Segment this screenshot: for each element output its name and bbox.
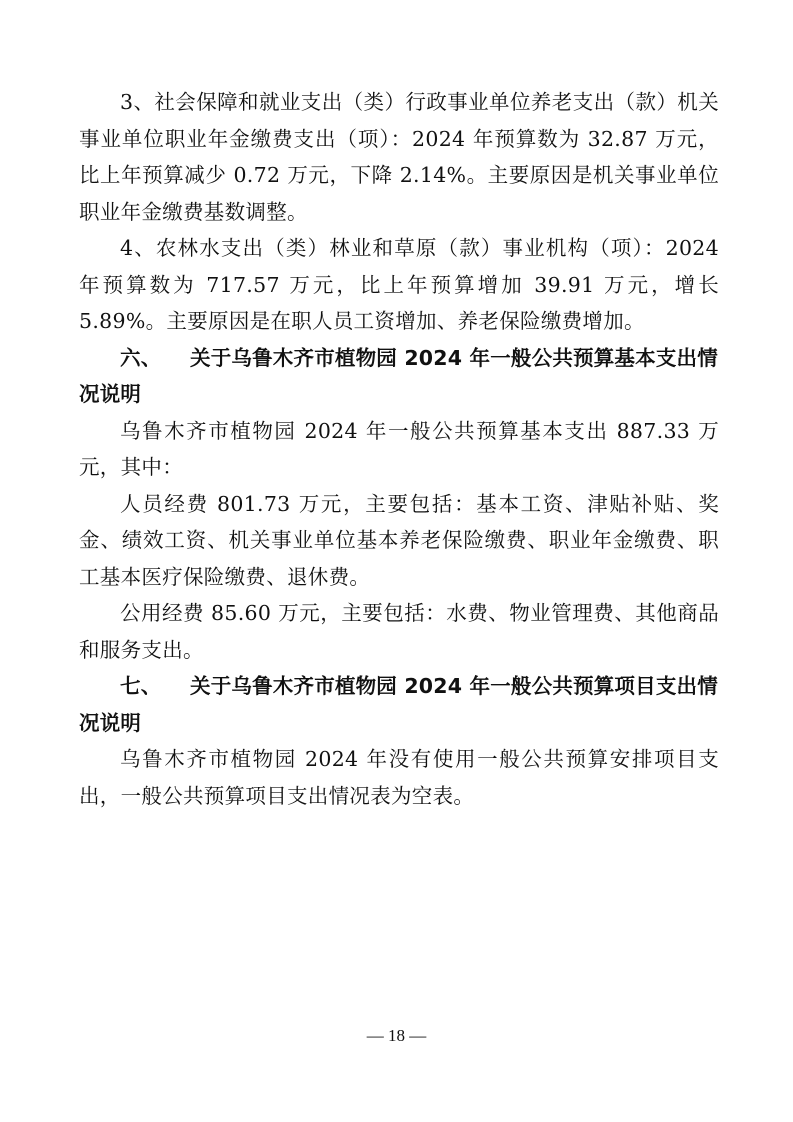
section-number-6: 六、 [120,345,162,370]
section-title-6: 关于乌鲁木齐市植物园 2024 年一般公共预算基本支出情况说明 [79,345,718,406]
paragraph-personnel-expenses: 人员经费 801.73 万元，主要包括：基本工资、津贴补贴、奖金、绩效工资、机关事业单位基本养老保险缴费、职业年金缴费、职工基本医疗保险缴费、退休费。 [79,491,719,589]
paragraph-agriculture-forestry: 4、农林水支出（类）林业和草原（款）事业机构（项）：2024 年预算数为 717.57 万元，比上年预算增加 39.91 万元，增长 5.89%。主要原因是在职人员工资增加、养老保险缴费增加。 [79,236,719,333]
paragraph-project-expenditure: 乌鲁木齐市植物园 2024 年没有使用一般公共预算安排项目支出，一般公共预算项目支出情况表为空表。 [79,747,719,808]
paragraph-basic-expenditure-total: 乌鲁木齐市植物园 2024 年一般公共预算基本支出 887.33 万元，其中： [79,418,719,479]
section-heading-7 [79,668,719,741]
paragraph-public-expenses: 公用经费 85.60 万元，主要包括：水费、物业管理费、其他商品和服务支出。 [79,601,719,662]
page-number: — 18 — [366,1026,427,1045]
document-body [79,84,719,814]
section-number-7: 七、 [120,674,162,698]
paragraph-social-security: 3、社会保障和就业支出（类）行政事业单位养老支出（款）机关事业单位职业年金缴费支出（项）：2024 年预算数为 32.87 万元，比上年预算减少 0.72 万元，下降 2.14%。主要原因是机关事业单位职业年金缴费基数调整。 [79,90,719,224]
section-title-7: 关于乌鲁木齐市植物园 2024 年一般公共预算项目支出情况说明 [79,674,718,735]
section-heading-6 [79,340,719,413]
